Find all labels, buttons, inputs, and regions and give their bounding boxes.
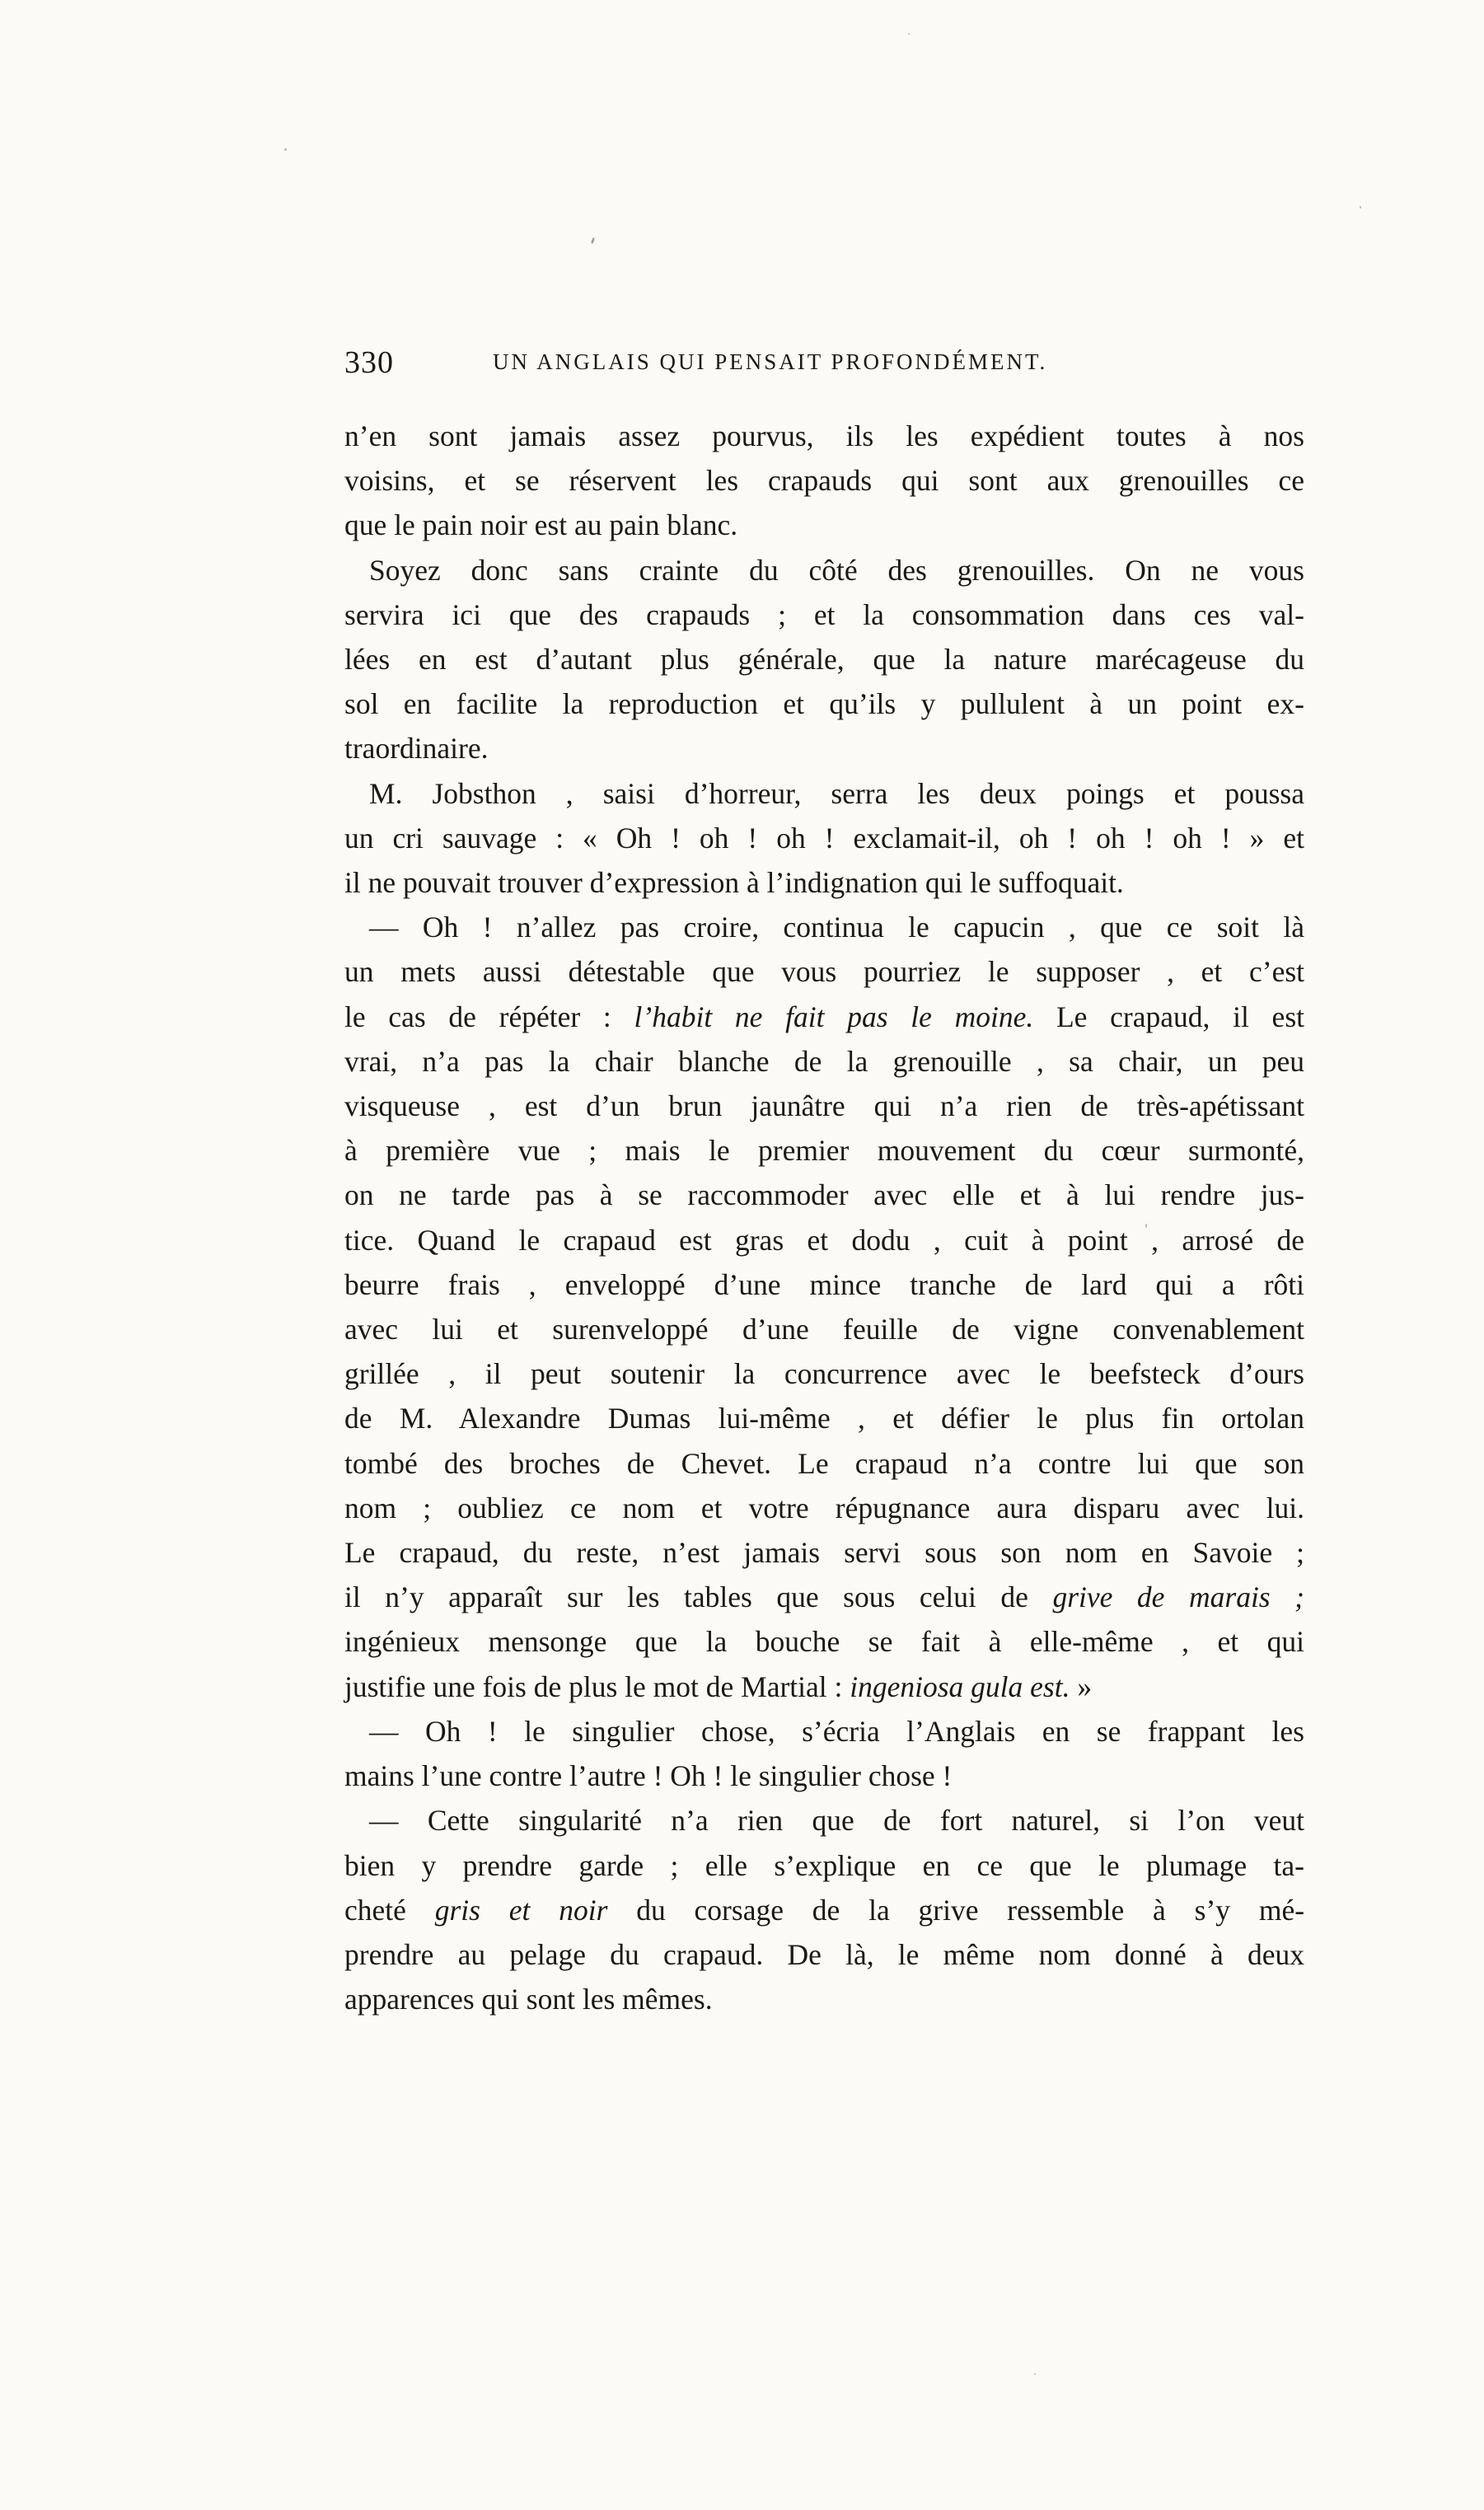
text-line: tombé des broches de Chevet. Le crapaud n’a contre lui que son (344, 1446, 1304, 1480)
text-segment: il n’y apparaît sur les tables que sous celui de (344, 1580, 1028, 1614)
text-line: beurre frais , enveloppé d’une mince tranche de lard qui a rôti (344, 1267, 1304, 1301)
paragraph-3 (344, 771, 1304, 906)
text-line: Le crapaud, du reste, n’est jamais servi sous son nom en Savoie ; (344, 1536, 1304, 1570)
text-line: voisins, et se réservent les crapauds qui sont aux grenouilles ce (344, 464, 1304, 498)
italic-term: gris et noir (434, 1893, 608, 1927)
text-line: mains l’une contre l’autre ! Oh ! le singulier chose ! (344, 1759, 953, 1793)
text-line: Soyez donc sans crainte du côté des grenouilles. On ne vous (369, 553, 1304, 587)
scan-speck (1360, 206, 1361, 208)
text-line: sol en facilite la reproduction et qu’ils y pullulent à un point ex- (344, 687, 1304, 721)
italic-quote: ingeniosa gula est. (850, 1669, 1070, 1703)
text-line: que le pain noir est au pain blanc. (344, 508, 738, 542)
text-line (344, 1665, 1304, 1709)
running-title: UN ANGLAIS QUI PENSAIT PROFONDÉMENT. (493, 349, 1048, 374)
text-segment: Le crapaud, il est (1056, 1000, 1304, 1033)
body-text (344, 414, 1304, 2021)
text-line: vrai, n’a pas la chair blanche de la grenouille , sa chair, un peu (344, 1044, 1304, 1078)
text-line: un cri sauvage : « Oh ! oh ! oh ! exclamait-il, oh ! oh ! oh ! » et (344, 821, 1304, 855)
text-line: apparences qui sont les mêmes. (344, 1983, 713, 2016)
text-segment: du corsage de la grive ressemble à s’y mé- (636, 1893, 1305, 1927)
text-line: à première vue ; mais le premier mouvement du cœur surmonté, (344, 1134, 1304, 1168)
text-segment: le cas de répéter : (344, 1000, 611, 1033)
text-line: — Cette singularité n’a rien que de fort naturel, si l’on veut (369, 1804, 1304, 1838)
text-line: de M. Alexandre Dumas lui-même , et défier le plus fin ortolan (344, 1402, 1304, 1435)
text-line: M. Jobsthon , saisi d’horreur, serra les deux poings et poussa (369, 776, 1304, 810)
italic-proverb: l’habit ne fait pas le moine. (634, 1000, 1034, 1033)
page-number: 330 (344, 345, 394, 380)
scan-speck (908, 33, 910, 35)
paragraph-5 (344, 1709, 1304, 1798)
text-line: il ne pouvait trouver d’expression à l’indignation qui le suffoquait. (344, 866, 1124, 900)
text-line: — Oh ! n’allez pas croire, continua le capucin , que ce soit là (369, 911, 1304, 944)
paragraph-1 (344, 414, 1304, 548)
page-content (344, 344, 1304, 2021)
text-line: nom ; oubliez ce nom et votre répugnance aura disparu avec lui. (344, 1491, 1304, 1524)
italic-term: grive de marais ; (1052, 1580, 1305, 1614)
text-line: ingénieux mensonge que la bouche se fait à elle-même , et qui (344, 1625, 1304, 1659)
text-line: avec lui et surenveloppé d’une feuille de vigne convenablement (344, 1313, 1304, 1346)
text-line: on ne tarde pas à se raccommoder avec elle et à lui rendre jus- (344, 1178, 1304, 1212)
text-segment: » (1077, 1669, 1093, 1703)
text-line: — Oh ! le singulier chose, s’écria l’Anglais en se frappant les (369, 1714, 1304, 1748)
text-line: un mets aussi détestable que vous pourriez le supposer , et c’est (344, 955, 1304, 989)
text-line: lées en est d’autant plus générale, que la nature marécageuse du (344, 643, 1304, 677)
text-line (344, 1575, 1304, 1619)
text-line: prendre au pelage du crapaud. De là, le même nom donné à deux (344, 1937, 1304, 1971)
text-line: n’en sont jamais assez pourvus, ils les expédient toutes à nos (344, 419, 1304, 452)
paragraph-4 (344, 905, 1304, 1709)
text-line: grillée , il peut soutenir la concurrence avec le beefsteck d’ours (344, 1357, 1304, 1391)
page-header (344, 344, 1304, 386)
text-line: bien y prendre garde ; elle s’explique en ce que le plumage ta- (344, 1848, 1304, 1882)
paragraph-6 (344, 1798, 1304, 2021)
text-segment: justifie une fois de plus le mot de Martial : (344, 1669, 843, 1703)
scan-speck (284, 148, 287, 151)
text-segment: cheté (344, 1893, 406, 1927)
paragraph-2 (344, 548, 1304, 771)
text-line: visqueuse , est d’un brun jaunâtre qui n’a rien de très-apétissant (344, 1089, 1304, 1123)
scan-speck (1034, 2373, 1036, 2375)
text-line: traordinaire. (344, 732, 489, 766)
scan-speck (591, 237, 596, 245)
text-line (344, 1888, 1304, 1932)
text-line: tice. Quand le crapaud est gras et dodu , cuit à point , arrosé de (344, 1223, 1304, 1257)
text-line (344, 995, 1304, 1039)
text-line: servira ici que des crapauds ; et la consommation dans ces val- (344, 597, 1304, 631)
